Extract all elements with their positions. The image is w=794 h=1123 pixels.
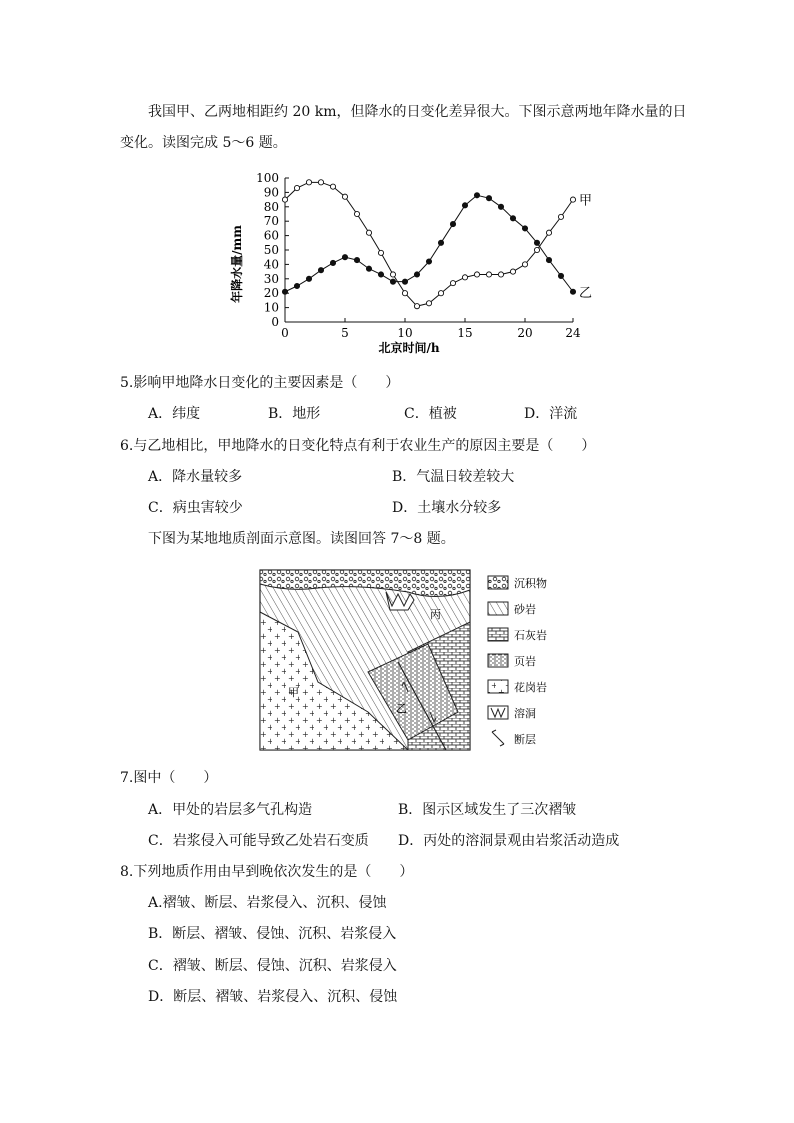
precipitation-line-chart — [225, 168, 605, 358]
y-tick-label: 0 — [271, 315, 279, 329]
y-axis-label: 年降水量/mm — [230, 225, 244, 303]
data-point — [366, 266, 371, 271]
legend-item: 砂岩 — [514, 603, 536, 616]
legend-item: 沉积物 — [514, 577, 547, 590]
data-point — [342, 194, 347, 199]
legend-item: 花岗岩 — [514, 681, 547, 694]
label-jia: 甲 — [288, 686, 299, 699]
data-point — [558, 273, 563, 278]
data-point — [486, 272, 491, 277]
data-point — [294, 185, 299, 190]
x-tick-label: 24 — [565, 326, 581, 340]
data-point — [510, 269, 515, 274]
data-point — [438, 240, 443, 245]
data-point — [534, 240, 539, 245]
q6-option-b: B．气温日较差较大 — [392, 469, 515, 485]
data-point — [342, 255, 347, 260]
data-point — [306, 180, 311, 185]
data-point — [498, 204, 503, 209]
q8-option-b: B．断层、褶皱、侵蚀、沉积、岩浆侵入 — [148, 926, 397, 942]
q5-option-d: D．洋流 — [524, 406, 578, 422]
legend-item: 石灰岩 — [514, 629, 547, 642]
x-axis-label: 北京时间/h — [378, 341, 440, 355]
data-point — [414, 304, 419, 309]
q8-option-c: C．褶皱、断层、侵蚀、沉积、岩浆侵入 — [148, 958, 397, 974]
data-point — [462, 203, 467, 208]
q8-option-d: D．断层、褶皱、岩浆侵入、沉积、侵蚀 — [148, 989, 398, 1005]
data-point — [546, 230, 551, 235]
question-5-stem: 5.影响甲地降水日变化的主要因素是（ ） — [120, 375, 400, 391]
series-line — [285, 195, 573, 291]
data-point — [474, 193, 479, 198]
question-7-stem: 7.图中（ ） — [120, 770, 218, 786]
y-tick-label: 90 — [263, 185, 279, 200]
intro-geology: 下图为某地地质剖面示意图。读图回答 7～8 题。 — [148, 531, 455, 547]
data-point — [534, 247, 539, 252]
y-tick-label: 20 — [263, 286, 279, 301]
series-label: 乙 — [579, 285, 593, 301]
y-tick-label: 70 — [263, 214, 279, 229]
label-bing: 丙 — [430, 608, 441, 621]
data-point — [486, 196, 491, 201]
q5-option-c: C．植被 — [404, 406, 457, 422]
series-line — [285, 182, 573, 306]
q5-option-b: B．地形 — [268, 406, 321, 422]
chart-series — [282, 180, 592, 309]
data-point — [498, 272, 503, 277]
data-point — [570, 289, 575, 294]
legend-item: 页岩 — [514, 655, 536, 668]
y-tick-label: 100 — [256, 171, 279, 185]
intro-line-1: 我国甲、乙两地相距约 20 km，但降水的日变化差异很大。下图示意两地年降水量的日 — [148, 104, 687, 120]
q6-option-a: A．降水量较多 — [148, 469, 243, 485]
data-point — [522, 226, 527, 231]
data-point — [474, 272, 479, 277]
data-point — [438, 291, 443, 296]
data-point — [390, 272, 395, 277]
question-8-stem: 8.下列地质作用由早到晚依次发生的是（ ） — [120, 864, 414, 880]
data-point — [558, 214, 563, 219]
data-point — [282, 197, 287, 202]
data-point — [426, 301, 431, 306]
data-point — [366, 230, 371, 235]
data-point — [546, 257, 551, 262]
data-point — [282, 289, 287, 294]
y-tick-label: 40 — [263, 257, 279, 272]
y-tick-label: 30 — [263, 271, 279, 286]
data-point — [318, 268, 323, 273]
x-tick-label: 5 — [341, 326, 349, 340]
data-point — [570, 197, 575, 202]
x-tick-label: 20 — [517, 326, 533, 340]
data-point — [414, 272, 419, 277]
legend — [488, 576, 547, 746]
data-point — [354, 211, 359, 216]
label-yi: 乙 — [396, 702, 407, 715]
q7-option-d: D．丙处的溶洞景观由岩浆活动造成 — [398, 833, 620, 849]
data-point — [378, 272, 383, 277]
q6-option-c: C．病虫害较少 — [148, 500, 243, 516]
data-point — [378, 250, 383, 255]
legend-item: 断层 — [514, 733, 536, 746]
data-point — [402, 291, 407, 296]
question-6-stem: 6.与乙地相比，甲地降水的日变化特点有利于农业生产的原因主要是（ ） — [120, 438, 596, 454]
q6-option-d: D．土壤水分较多 — [392, 500, 502, 516]
data-point — [306, 276, 311, 281]
data-point — [510, 216, 515, 221]
q7-option-b: B．图示区域发生了三次褶皱 — [398, 802, 577, 818]
x-tick-label: 10 — [397, 326, 413, 340]
data-point — [354, 257, 359, 262]
data-point — [318, 180, 323, 185]
data-point — [390, 279, 395, 284]
q8-option-a: A.褶皱、断层、岩浆侵入、沉积、侵蚀 — [148, 895, 387, 911]
data-point — [330, 260, 335, 265]
data-point — [450, 221, 455, 226]
data-point — [330, 184, 335, 189]
y-tick-label: 60 — [263, 228, 279, 243]
data-point — [426, 259, 431, 264]
q5-option-a: A．纬度 — [148, 406, 201, 422]
data-point — [450, 281, 455, 286]
y-tick-label: 10 — [263, 300, 279, 315]
series-label: 甲 — [579, 193, 593, 209]
data-point — [462, 275, 467, 280]
legend-item: 溶洞 — [514, 707, 536, 720]
x-tick-label: 15 — [457, 326, 473, 340]
data-point — [402, 279, 407, 284]
y-tick-label: 50 — [263, 243, 279, 257]
intro-line-2: 变化。读图完成 5～6 题。 — [120, 135, 287, 151]
y-tick-label: 80 — [263, 199, 279, 214]
data-point — [294, 283, 299, 288]
q7-option-a: A．甲处的岩层多气孔构造 — [148, 802, 313, 818]
x-tick-label: 0 — [281, 326, 289, 340]
q7-option-c: C．岩浆侵入可能导致乙处岩石变质 — [148, 833, 369, 849]
data-point — [522, 262, 527, 267]
geologic-cross-section — [258, 562, 558, 762]
